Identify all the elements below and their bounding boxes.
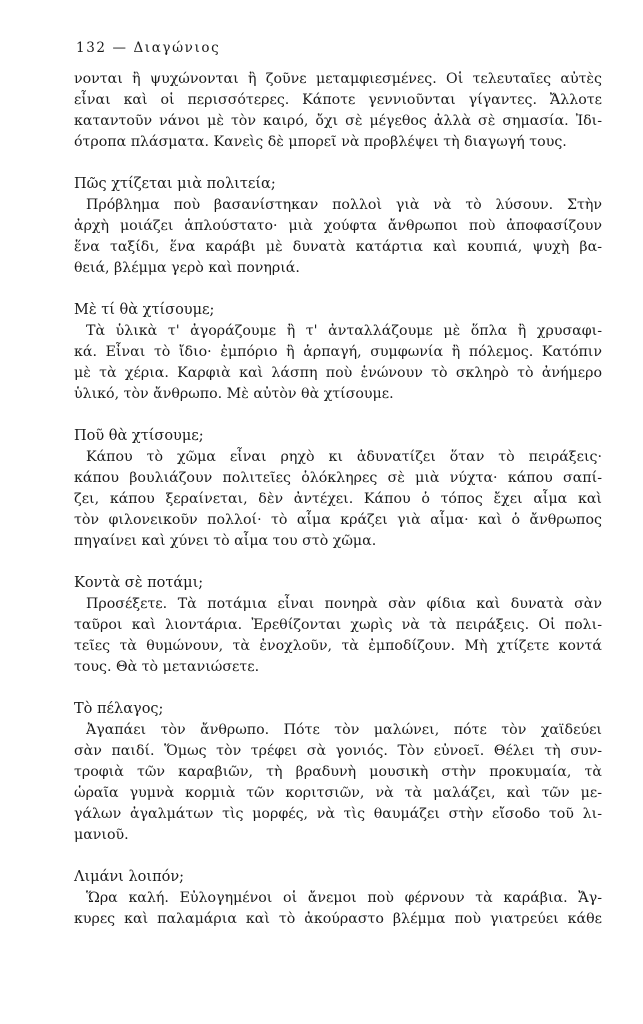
text-line: τεῖες τὰ θυμώνουν, τὰ ἐνοχλοῦν, τὰ ἐμποδίζουν. Μὴ χτίζετε κοντά <box>74 638 602 654</box>
text-line: θειά, βλέμμα γερὸ καὶ πονηριά. <box>74 260 300 276</box>
section-question: Κοντὰ σὲ ποτάμι; <box>74 575 204 591</box>
text-line: μὲ τὰ χέρια. Καρφιὰ καὶ λάσπη ποὺ ἑνώνουν τὸ σκληρὸ τὸ ἀνήμερο <box>74 365 602 381</box>
section-near-river <box>74 573 602 678</box>
text-line: πηγαίνει καὶ χύνει τὸ αἷμα του στὸ χῶμα. <box>74 533 377 549</box>
section-paragraph <box>74 888 602 930</box>
section-paragraph <box>74 447 602 552</box>
section-question: Πῶς χτίζεται μιὰ πολιτεία; <box>74 176 276 192</box>
text-line: Ἀγαπάει τὸν ἄνθρωπο. Πότε τὸν μαλώνει, πότε τὸν χαϊδεύει <box>86 722 602 738</box>
text-line: ὡραῖα γυμνὰ κορμιὰ τῶν κοριτσιῶν, νὰ τὰ μαλάζει, καὶ τῶν με- <box>74 785 602 801</box>
section-paragraph <box>74 321 602 405</box>
text-line: Τὰ ὑλικὰ τ' ἀγοράζουμε ἢ τ' ἀνταλλάζουμε μὲ ὅπλα ἢ χρυσαφι- <box>86 323 602 339</box>
text-line: ὑλικό, τὸν ἄνθρωπο. Μὲ αὐτὸν θὰ χτίσουμε. <box>74 386 394 402</box>
text-line: Πρόβλημα ποὺ βασανίστηκαν πολλοὶ γιὰ νὰ τὸ λύσουν. Στὴν <box>86 197 602 213</box>
text-line: ότροπα πλάσματα. Κανεὶς δὲ μπορεῖ νὰ προβλέψει τὴ διαγωγή τους. <box>74 134 567 150</box>
running-head: 132 — Διαγώνιος <box>76 40 221 56</box>
text-line: γάλων ἀγαλμάτων τὶς μορφές, νὰ τὶς θαυμάζει στὴν εἴσοδο τοῦ λι- <box>74 806 602 822</box>
section-where <box>74 426 602 552</box>
section-how-is-city-built <box>74 174 602 279</box>
section-paragraph <box>74 720 602 846</box>
intro-paragraph <box>74 69 602 153</box>
section-question: Λιμάνι λοιπόν; <box>74 869 185 885</box>
text-line: ταῦροι καὶ λιοντάρια. Ἐρεθίζονται χωρὶς νὰ τὰ πειράξεις. Οἱ πολι- <box>74 617 602 633</box>
section-harbor <box>74 867 602 930</box>
section-paragraph <box>74 195 602 279</box>
text-line: ἀρχὴ μοιάζει ἁπλούστατο· μιὰ χούφτα ἄνθρωποι ποὺ ἀποφασίζουν <box>74 218 602 234</box>
text-line: ζει, κάπου ξεραίνεται, δὲν ἀντέχει. Κάπου ὁ τόπος ἔχει αἷμα καὶ <box>74 491 602 507</box>
section-the-sea <box>74 699 602 846</box>
book-page <box>74 40 602 930</box>
text-line: σὰν παιδί. Ὅμως τὸν τρέφει σὰ γονιός. Τὸν εὐνοεῖ. Θέλει τὴ συν- <box>74 743 602 759</box>
text-line: νονται ἢ ψυχώνονται ἢ ζοῦνε μεταμφιεσμένες. Οἱ τελευταῖες αὐτὲς <box>74 71 602 87</box>
text-line: κυρες καὶ παλαμάρια καὶ τὸ ἀκούραστο βλέμμα ποὺ γιατρεύει κάθε <box>74 911 602 927</box>
text-line: μανιοῦ. <box>74 827 129 843</box>
text-line: κάπου βουλιάζουν πολιτεῖες ὁλόκληρες σὲ μιὰ νύχτα· κάπου σαπί- <box>74 470 602 486</box>
section-question: Τὸ πέλαγος; <box>74 701 164 717</box>
text-line: Ὥρα καλή. Εὐλογημένοι οἱ ἄνεμοι ποὺ φέρνουν τὰ καράβια. Ἄγ- <box>86 890 602 906</box>
text-line: Κάπου τὸ χῶμα εἶναι ρηχὸ κι ἀδυνατίζει ὅταν τὸ πειράξεις· <box>86 449 602 465</box>
text-line: τους. Θὰ τὸ μετανιώσετε. <box>74 659 260 675</box>
text-line: τροφιὰ τῶν καραβιῶν, τὴ βραδυνὴ μουσικὴ στὴν προκυμαία, τὰ <box>74 764 602 780</box>
section-paragraph <box>74 594 602 678</box>
section-question: Μὲ τί θὰ χτίσουμε; <box>74 302 215 318</box>
text-line: κά. Εἶναι τὸ ἴδιο· ἐμπόριο ἢ ἁρπαγή, συμφωνία ἢ πόλεμος. Κατόπιν <box>74 344 602 360</box>
text-line: ἕνα ταξίδι, ἕνα καράβι μὲ δυνατὰ κατάρτια καὶ κουπιά, ψυχὴ βα- <box>74 239 602 255</box>
text-line: τὸν φιλονεικοῦν πολλοί· τὸ αἷμα κράζει γιὰ αἷμα· καὶ ὁ ἄνθρωπος <box>74 512 602 528</box>
section-with-what <box>74 300 602 405</box>
text-line: εἶναι καὶ οἱ περισσότερες. Κάποτε γεννιοῦνται γίγαντες. Ἄλλοτε <box>74 92 602 108</box>
text-line: καταντοῦν νάνοι μὲ τὸν καιρό, ὄχι σὲ μέγεθος ἀλλὰ σὲ σημασία. Ἰδι- <box>74 113 602 129</box>
text-line: Προσέξετε. Τὰ ποτάμια εἶναι πονηρὰ σὰν φίδια καὶ δυνατὰ σὰν <box>86 596 602 612</box>
section-question: Ποῦ θὰ χτίσουμε; <box>74 428 204 444</box>
